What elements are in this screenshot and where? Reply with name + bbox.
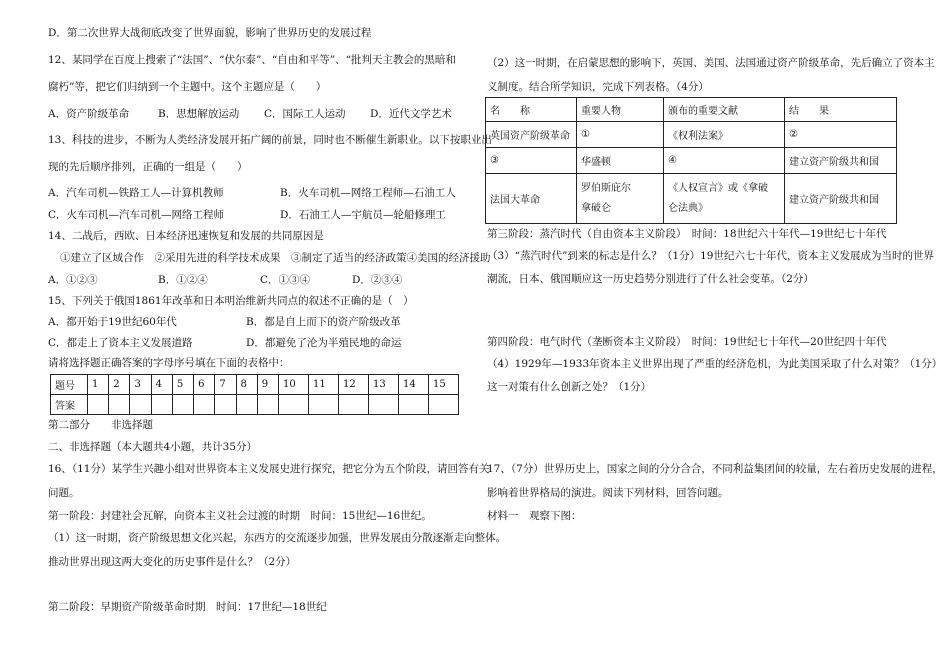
table-cell: ③ [486,148,577,174]
q16-stem-cont: 问题。 [48,487,80,499]
answer-table-number: 15 [428,375,458,395]
answer-cell[interactable] [338,395,368,415]
q15-option-a: A．都开始于19世纪60年代 [48,316,177,328]
table-cell: 建立资产阶级共和国 [785,174,897,224]
table-cell: 建立资产阶级共和国 [785,148,897,174]
answer-cell[interactable] [398,395,428,415]
answer-table-number: 13 [368,375,398,395]
answer-cell[interactable] [308,395,338,415]
q14-option-a: A．①②③ [48,274,98,286]
table-cell: ② [785,122,897,148]
q15-option-d: D．都避免了沦为半殖民地的命运 [246,337,402,349]
q15-option-c: C．都走上了资本主义发展道路 [48,337,193,349]
q12-option-b: B．思想解放运动 [158,108,240,120]
answer-cell[interactable] [109,395,130,415]
q13-option-b: B．火车司机—网络工程师—石油工人 [280,187,456,199]
q11-option-d: D．第二次世界大战彻底改变了世界面貌，影响了世界历史的发展过程 [48,27,372,39]
answer-cell[interactable] [236,395,257,415]
stage4-heading: 第四阶段：电气时代（垄断资本主义阶段） 时间：19世纪七十年代—20世纪四十年代 [487,336,887,348]
q16-sub1-cont: 推动世界出现这两大变化的历史事件是什么？（2分） [48,556,297,568]
answer-table-number: 6 [194,375,215,395]
answer-table-number: 5 [172,375,193,395]
answer-table-number: 14 [398,375,428,395]
table-cell: 法国大革命 [486,174,577,224]
answer-table-number: 7 [215,375,236,395]
q16-sub4-cont: 这一对策有什么创新之处？（1分） [487,381,652,393]
q16-sub2: （2）这一时期，在启蒙思想的影响下，英国、美国、法国通过资产阶级革命，先后确立了资本主 [487,57,935,69]
q13-stem-cont: 现的先后顺序排列，正确的一组是（ ） [48,161,248,173]
answer-cell[interactable] [130,395,151,415]
answer-table-number: 3 [130,375,151,395]
material1-label: 材料一 观察下图： [487,510,582,522]
revolution-table [485,97,897,224]
q13-stem: 13、科技的进步，不断为人类经济发展开拓广阔的前景，同时也不断催生新职业。以下按职业出 [48,134,492,146]
answer-table-number: 4 [151,375,172,395]
q12-option-a: A．资产阶级革命 [48,108,130,120]
q12-stem-cont: 腐朽”等，把它们归纳到一个主题中。这个主题应是（ ） [48,81,327,93]
answer-cell[interactable] [257,395,278,415]
q16-stem: 16、（11分）某学生兴趣小组对世界资本主义发展史进行探究，把它分为五个阶段，请回答有关 [48,463,490,475]
table-cell: ④ [664,148,785,174]
table-cell: 《人权宣言》或《拿破 仑法典》 [664,174,785,224]
table-header-result: 结 果 [785,98,897,122]
q14-option-b: B．①②④ [158,274,208,286]
answer-cell[interactable] [151,395,172,415]
fill-instruction: 请将选择题正确答案的字母序号填在下面的表格中： [48,357,290,369]
q17-stem-cont: 影响着世界格局的演进。阅读下列材料，回答问题。 [487,487,729,499]
stage1-heading: 第一阶段：封建社会瓦解，向资本主义社会过渡的时期 时间：15世纪—16世纪。 [48,510,432,522]
table-cell: 《权利法案》 [664,122,785,148]
answer-cell[interactable] [428,395,458,415]
answer-cell[interactable] [194,395,215,415]
q12-option-d: D．近代文学艺术 [370,108,452,120]
answer-cell[interactable] [368,395,398,415]
q12-option-c: C．国际工人运动 [264,108,346,120]
answer-table-number: 2 [109,375,130,395]
q16-sub3-cont: 潮流，日本、俄国顺应这一历史趋势分别进行了什么社会变革。（2分） [487,273,814,285]
answer-table-number: 1 [88,375,109,395]
q16-sub3: （3）“蒸汽时代”到来的标志是什么？（1分）19世纪六七十年代，资本主义发展成为当时的世界 [487,250,934,262]
answer-table-answer-label: 答案 [51,395,88,415]
q13-option-d: D．石油工人—宇航员—轮船修理工 [280,209,446,221]
table-cell: 英国资产阶级革命 [486,122,577,148]
q13-option-a: A．汽车司机—铁路工人—计算机教师 [48,187,224,199]
q13-option-c: C．火车司机—汽车司机—网络工程师 [48,209,225,221]
q14-stem: 14、二战后，西欧、日本经济迅速恢复和发展的共同原因是 [48,230,324,242]
q16-sub1: （1）这一时期，资产阶级思想文化兴起，东西方的交流逐步加强，世界发展由分散逐渐走向整体。 [48,532,507,544]
table-header-name: 名 称 [486,98,577,122]
q17-stem: 17、（7分）世界历史上，国家之间的分分合合，不同利益集团间的较量，左右着历史发展的进程， [487,463,943,475]
answer-table-number: 12 [338,375,368,395]
answer-cell[interactable] [172,395,193,415]
q14-statements: ①建立了区域合作 ②采用先进的科学技术成果 ③制定了适当的经济政策④美国的经济援助 [60,252,491,264]
q12-stem: 12、某同学在百度上搜索了“法国”、“伏尔泰”、“自由和平等”、“批判天主教会的黑暗和 [48,54,456,66]
q15-option-b: B．都是自上而下的资产阶级改革 [246,316,401,328]
answer-cell[interactable] [88,395,109,415]
table-header-person: 重要人物 [577,98,664,122]
answer-cell[interactable] [215,395,236,415]
q15-stem: 15、下列关于俄国1861年改革和日本明治维新共同点的叙述不正确的是（ ） [48,295,414,307]
q14-option-d: D．②③④ [352,274,403,286]
q14-option-c: C．①③④ [260,274,311,286]
answer-table-number: 10 [278,375,308,395]
stage2-heading: 第二阶段：早期资产阶级革命时期 时间：17世纪—18世纪 [48,601,327,613]
answer-table-number-label: 题号 [51,375,88,395]
answer-table-number: 9 [257,375,278,395]
table-header-document: 颁布的重要文献 [664,98,785,122]
answer-table [50,374,459,415]
section2-heading: 二、非选择题（本大题共4小题，共计35分） [48,441,258,453]
answer-cell[interactable] [278,395,308,415]
table-cell: ① [577,122,664,148]
answer-table-number: 8 [236,375,257,395]
part2-heading: 第二部分 非选择题 [48,419,153,431]
answer-table-number: 11 [308,375,338,395]
q16-sub4: （4）1929年—1933年资本主义世界出现了严重的经济危机，为此美国采取了什么对策？（1分） [487,358,943,370]
table-cell: 华盛顿 [577,148,664,174]
q16-sub2-cont: 义制度。结合所学知识，完成下列表格。（4分） [487,81,709,93]
stage3-heading: 第三阶段：蒸汽时代（自由资本主义阶段） 时间：18世纪六十年代—19世纪七十年代 [487,228,887,240]
table-cell: 罗伯斯庇尔 拿破仑 [577,174,664,224]
